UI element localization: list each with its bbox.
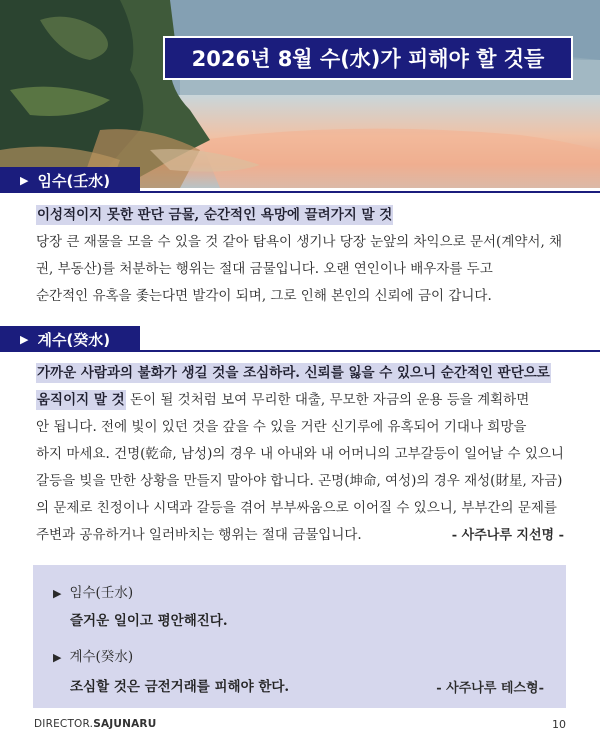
page-number: 10 <box>552 718 566 731</box>
section-heading-imsu <box>0 167 140 193</box>
summary-label: 임수(壬水) <box>69 585 134 601</box>
section-divider <box>0 350 600 352</box>
body-line: 하지 마세요. 건명(乾命, 남성)의 경우 내 아내와 내 어머니의 고부갈등이 일어날 수 있으니 <box>36 446 564 462</box>
highlight-sentence-end: 움직이지 말 것 <box>37 392 125 408</box>
highlight-sentence: 가까운 사람과의 불화가 생길 것을 조심하라. 신뢰를 잃을 수 있으니 순간적인 판단으로 <box>37 365 550 381</box>
section-heading-label: 계수(癸水) <box>37 330 111 349</box>
section-divider <box>0 191 600 193</box>
highlight-sentence: 이성적이지 못한 판단 금물, 순간적인 욕망에 끌려가지 말 것 <box>37 207 393 223</box>
section-heading-label: 임수(壬水) <box>37 171 111 190</box>
brand-name: SAJUNARU <box>93 718 157 730</box>
summary-item-text: 조심할 것은 금전거래를 피해야 한다. <box>70 679 290 695</box>
section1-body <box>36 202 564 310</box>
body-line: 주변과 공유하거나 일러바치는 행위는 절대 금물입니다. <box>36 527 362 543</box>
summary-item-text: 즐거운 일이고 평안해진다. <box>70 613 228 629</box>
body-line: 갈등을 빚을 만한 상황을 만들지 말아야 합니다. 곤명(坤命, 여성)의 경우 재성(財星, 자금) <box>36 473 563 489</box>
body-line: 권, 부동산)를 처분하는 행위는 절대 금물입니다. 오랜 연인이나 배우자를 두고 <box>36 261 493 277</box>
body-line: 안 됩니다. 전에 빛이 있던 것을 갚을 수 있을 거란 신기루에 유혹되어 기대나 희망을 <box>36 419 527 435</box>
body-line: 순간적인 유혹을 좇는다면 발각이 되며, 그로 인해 본인의 신뢰에 금이 갑니다. <box>36 288 492 304</box>
author-signature: - 사주나루 지선명 - <box>451 528 564 543</box>
section2-body <box>36 360 564 549</box>
triangle-bullet-icon: ▶ <box>53 651 62 664</box>
body-line: 당장 큰 재물을 모을 수 있을 것 같아 탐욕이 생기나 당장 눈앞의 차익으로 문서(계약서, 채 <box>36 234 563 250</box>
summary-item-label <box>53 581 133 601</box>
footer-brand <box>34 718 156 730</box>
summary-signature: - 사주나루 테스형- <box>436 681 544 696</box>
section-heading-gyesu <box>0 326 140 352</box>
brand-prefix: DIRECTOR. <box>34 718 94 730</box>
landscape-illustration <box>0 0 600 188</box>
triangle-bullet-icon: ▶ <box>20 173 29 187</box>
hero-painting <box>0 0 600 188</box>
summary-label: 계수(癸水) <box>69 649 134 665</box>
triangle-bullet-icon: ▶ <box>53 587 62 600</box>
summary-box <box>33 565 566 708</box>
body-line: 의 문제로 친정이나 시댁과 갈등을 겪어 부부싸움으로 이어질 수 있으니, 부부간의 문제를 <box>36 500 557 516</box>
triangle-bullet-icon: ▶ <box>20 332 29 346</box>
page-title: 2026년 8월 수(水)가 피해야 할 것들 <box>163 36 573 80</box>
summary-item-label <box>53 645 133 665</box>
body-text: 돈이 될 것처럼 보여 무리한 대출, 무모한 자금의 운용 등을 계획하면 <box>125 392 530 408</box>
